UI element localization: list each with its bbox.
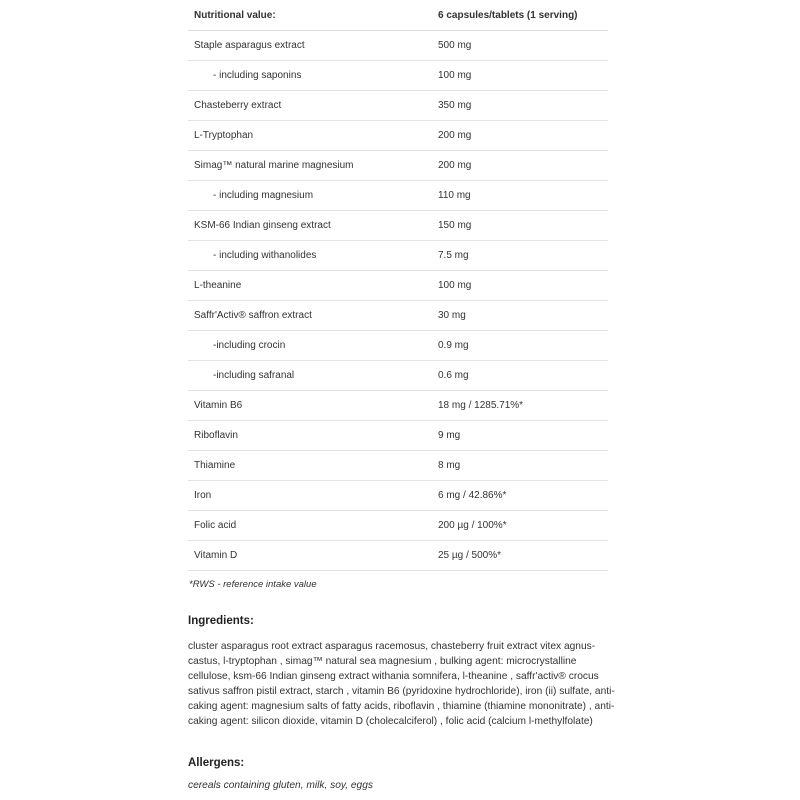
table-header-row <box>188 1 608 31</box>
nutrient-name: L-Tryptophan <box>188 121 438 151</box>
nutrient-name: Vitamin B6 <box>188 391 438 421</box>
nutrient-name: Staple asparagus extract <box>188 31 438 61</box>
nutrient-name: Iron <box>188 481 438 511</box>
nutrient-name: -including crocin <box>188 331 438 361</box>
nutrient-name: KSM-66 Indian ginseng extract <box>188 211 438 241</box>
table-row <box>188 211 608 241</box>
nutrient-name: Riboflavin <box>188 421 438 451</box>
nutrient-amount: 200 mg <box>438 151 608 181</box>
nutrient-amount: 0.6 mg <box>438 361 608 391</box>
table-row <box>188 61 608 91</box>
nutrient-amount: 110 mg <box>438 181 608 211</box>
nutrient-name: Vitamin D <box>188 541 438 571</box>
rws-footnote: *RWS - reference intake value <box>189 579 317 590</box>
nutrition-table <box>188 1 608 571</box>
table-row <box>188 391 608 421</box>
nutrient-amount: 9 mg <box>438 421 608 451</box>
nutrient-amount: 150 mg <box>438 211 608 241</box>
table-row <box>188 361 608 391</box>
nutrient-amount: 18 mg / 1285.71%* <box>438 391 608 421</box>
allergens-heading: Allergens: <box>188 757 245 769</box>
nutrient-name: - including saponins <box>188 61 438 91</box>
allergens-text: cereals containing gluten, milk, soy, eggs <box>188 780 373 791</box>
nutrient-amount: 100 mg <box>438 271 608 301</box>
table-row <box>188 481 608 511</box>
table-row <box>188 151 608 181</box>
nutrient-amount: 500 mg <box>438 31 608 61</box>
nutrition-table-body <box>188 31 608 571</box>
table-row <box>188 271 608 301</box>
table-row <box>188 91 608 121</box>
column-header-nutritional-value: Nutritional value: <box>188 1 438 31</box>
nutrient-name: Saffr'Activ® saffron extract <box>188 301 438 331</box>
ingredients-text: cluster asparagus root extract asparagus racemosus, chasteberry fruit extract vitex agnus-castus, l-tryptophan , simag™ natural sea magnesium , bulking agent: microcrystalline cellulose, ksm-66 Indian ginseng extract withania somnifera, l-theanine , saffr'activ® crocus sativus saffron pistil extract, starch , vitamin B6 (pyridoxine hydrochloride), iron (ii) sulfate, anti-caking agent: magnesium salts of fatty acids, riboflavin , thiamine (thiamine mononitrate) , anti-caking agent: silicon dioxide, vitamin D (cholecalciferol) , folic acid (calcium l-methylfolate) <box>188 641 615 727</box>
nutrient-amount: 200 µg / 100%* <box>438 511 608 541</box>
nutrient-amount: 350 mg <box>438 91 608 121</box>
nutrient-amount: 25 µg / 500%* <box>438 541 608 571</box>
table-row <box>188 421 608 451</box>
nutrient-name: Simag™ natural marine magnesium <box>188 151 438 181</box>
column-header-serving: 6 capsules/tablets (1 serving) <box>438 1 608 31</box>
nutrient-name: Thiamine <box>188 451 438 481</box>
nutrient-amount: 100 mg <box>438 61 608 91</box>
nutrient-name: -including safranal <box>188 361 438 391</box>
nutrient-name: Chasteberry extract <box>188 91 438 121</box>
nutrient-amount: 6 mg / 42.86%* <box>438 481 608 511</box>
table-row <box>188 331 608 361</box>
nutrient-amount: 7.5 mg <box>438 241 608 271</box>
nutrient-name: L-theanine <box>188 271 438 301</box>
nutrient-name: Folic acid <box>188 511 438 541</box>
nutrient-amount: 200 mg <box>438 121 608 151</box>
table-row <box>188 241 608 271</box>
nutrient-amount: 30 mg <box>438 301 608 331</box>
table-row <box>188 181 608 211</box>
table-row <box>188 121 608 151</box>
table-row <box>188 301 608 331</box>
nutrient-name: - including magnesium <box>188 181 438 211</box>
table-row <box>188 451 608 481</box>
nutrient-amount: 8 mg <box>438 451 608 481</box>
table-row <box>188 511 608 541</box>
ingredients-heading: Ingredients: <box>188 615 254 627</box>
nutrient-amount: 0.9 mg <box>438 331 608 361</box>
table-row <box>188 541 608 571</box>
table-row <box>188 31 608 61</box>
nutrient-name: - including withanolides <box>188 241 438 271</box>
